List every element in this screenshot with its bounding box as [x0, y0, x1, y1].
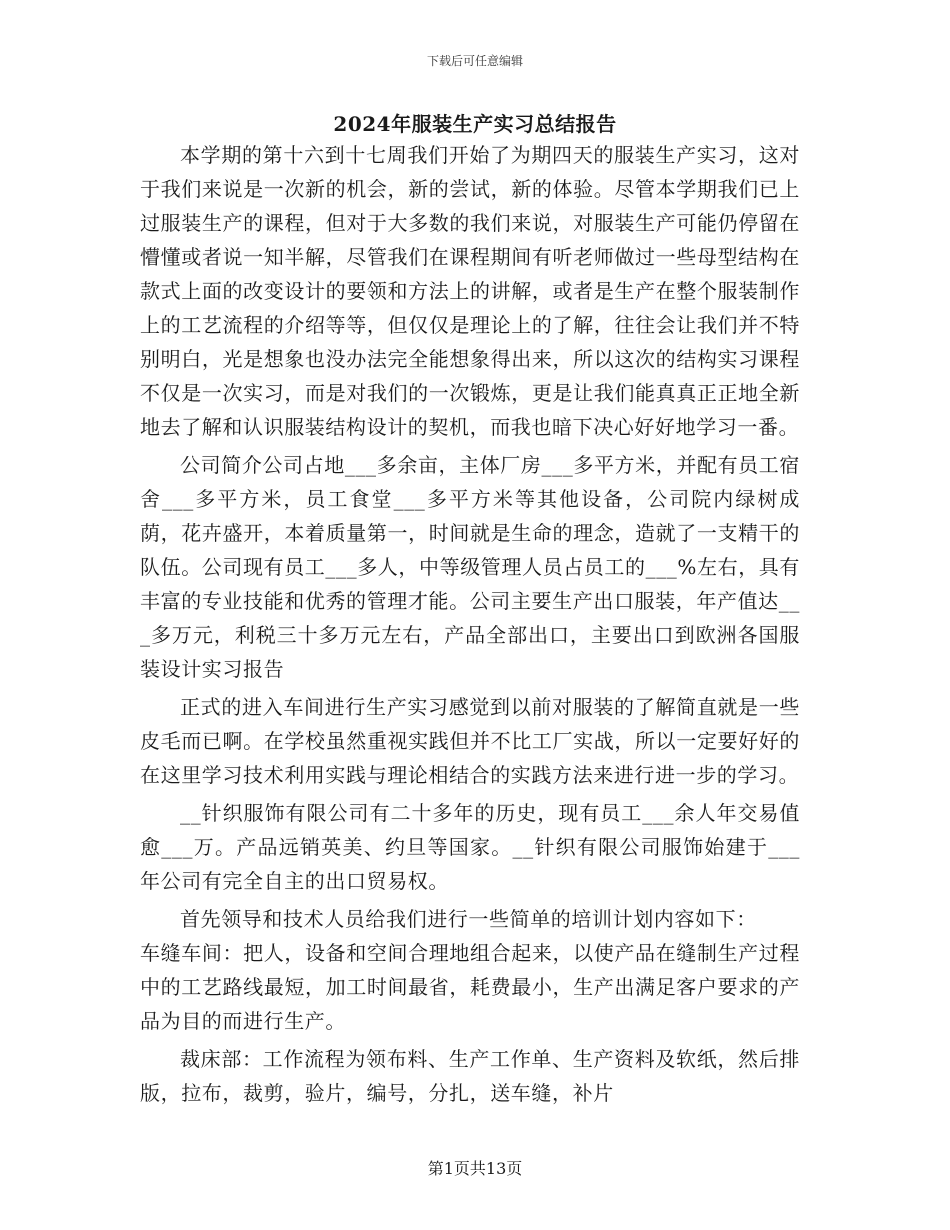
- page-footer: 第1页共13页: [427, 1159, 523, 1178]
- paragraph-intro: 本学期的第十六到十七周我们开始了为期四天的服装生产实习，这对于我们来说是一次新的机会，新的尝试，新的体验。尽管本学期我们已上过服装生产的课程，但对于大多数的我们来说，对服装生产可能仍停留在懵懂或者说一知半解，尽管我们在课程期间有听老师做过一些母型结构在款式上面的改变设计的要领和方法上的讲解，或者是生产在整个服装制作上的工艺流程的介绍等等，但仅仅是理论上的了解，往往会让我们并不特别明白，光是想象也没办法完全能想象得出来，所以这次的结构实习课程不仅是一次实习，而是对我们的一次锻炼，更是让我们能真真正正地全新地去了解和认识服装结构设计的契机，而我也暗下决心好好地学习一番。: [140, 143, 800, 439]
- document-body: [140, 138, 800, 1114]
- paragraph-company-profile: 公司简介公司占地___多余亩，主体厂房___多平方米，并配有员工宿舍___多平方米，员工食堂___多平方米等其他设备，公司院内绿树成荫，花卉盛开，本着质量第一，时间就是生命的理念，造就了一支精干的队伍。公司现有员工___多人，中等级管理人员占员工的___%左右，具有丰富的专业技能和优秀的管理才能。公司主要生产出口服装，年产值达___多万元，利税三十多万元左右，产品全部出口，主要出口到欧洲各国服装设计实习报告: [140, 453, 801, 681]
- paragraph-company-history: __针织服饰有限公司有二十多年的历史，现有员工___余人年交易值愈___万。产品远销英美、约旦等国家。__针织有限公司服饰始建于___年公司有完全自主的出口贸易权。: [140, 801, 800, 893]
- paragraph-sewing-workshop: 车缝车间：把人，设备和空间合理地组合起来，以使产品在缝制生产过程中的工艺路线最短，加工时间最省，耗费最小，生产出满足客户要求的产品为目的而进行生产。: [140, 941, 800, 1033]
- document-title: 2024年服装生产实习总结报告: [333, 112, 617, 136]
- paragraph-cutting-department: 裁床部：工作流程为领布料、生产工作单、生产资料及软纸，然后排版，拉布，裁剪，验片，编号，分扎，送车缝，补片: [140, 1047, 800, 1105]
- paragraph-training-intro: 首先领导和技术人员给我们进行一些简单的培训计划内容如下：: [180, 907, 757, 931]
- header-note: 下载后可任意编辑: [426, 54, 523, 68]
- paragraph-workshop-entry: 正式的进入车间进行生产实习感觉到以前对服装的了解简直就是一些皮毛而已啊。在学校虽然重视实践但并不比工厂实战，所以一定要好好的在这里学习技术利用实践与理论相结合的实践方法来进行进一步的学习。: [140, 695, 800, 787]
